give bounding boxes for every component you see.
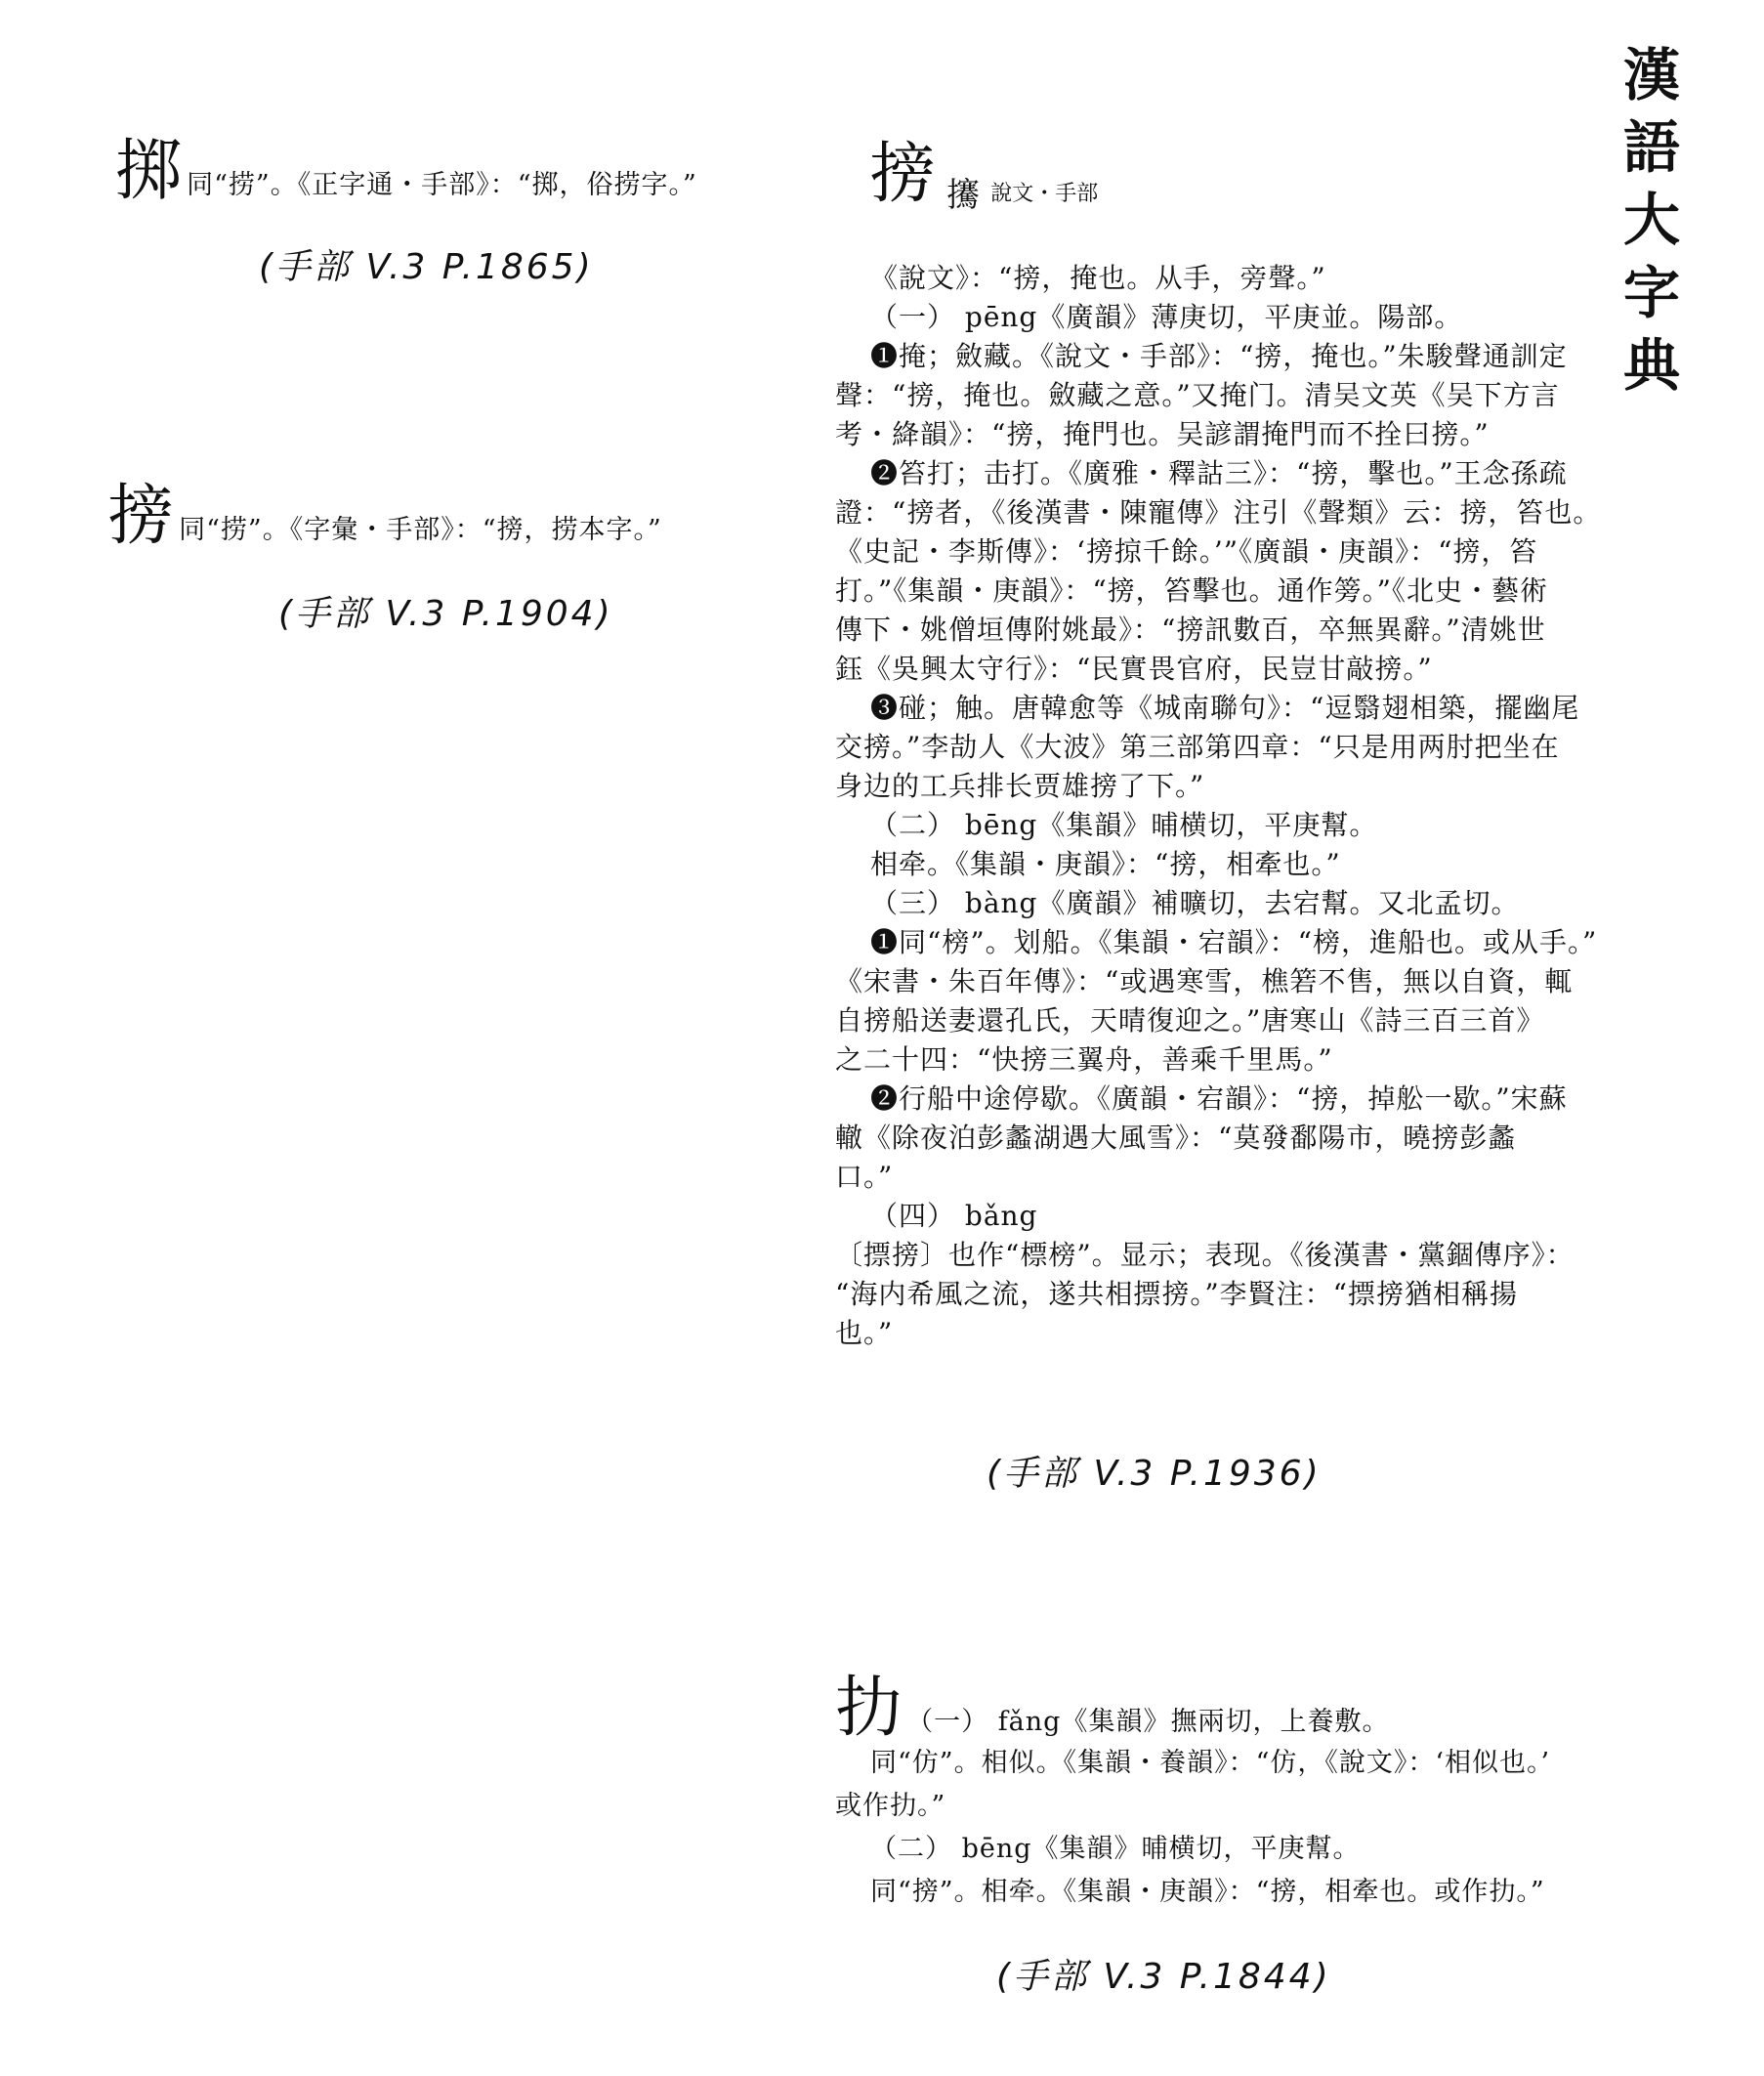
text-line: 聲：“搒，掩也。斂藏之意。”又掩门。清吴文英《吴下方言 (835, 379, 1560, 411)
text-line: 口。” (835, 1161, 894, 1193)
text-line: （二） bēng《集韻》晡横切，平庚幫。 (870, 809, 1378, 841)
entry-2 (107, 478, 811, 555)
entry-head-char: 扐 (835, 1670, 903, 1747)
text-line: 轍《除夜泊彭蠡湖遇大風雪》：“莫發鄱陽市，曉搒彭蠡 (835, 1122, 1517, 1154)
text-line: 交搒。”李劼人《大波》第三部第四章：“只是用两肘把坐在 (835, 731, 1560, 763)
entry-definition: 同“捞”。《正字通・手部》：“掷，俗捞字。” (187, 170, 697, 200)
title-char: 字 (1622, 259, 1680, 326)
text-line: 打。”《集韻・庚韻》：“搒，笞擊也。通作篣。”《北史・藝術 (835, 574, 1548, 607)
text-line: 也。” (835, 1317, 894, 1349)
text-line: （二） bēng《集韻》晡横切，平庚幫。 (870, 1834, 1361, 1864)
entry-head-char: 搒 (107, 478, 175, 555)
text-line: 〔摽搒〕也作“標榜”。显示；表现。《後漢書・黨錮傳序》： (835, 1239, 1575, 1271)
dictionary-title-vertical (1617, 39, 1686, 402)
entry-body (835, 1742, 1597, 1914)
handwritten-source-note: (手部 V.3 P.1844) (996, 1957, 1331, 1997)
text-line: （三） bàng《廣韻》補曠切，去宕幫。又北孟切。 (870, 887, 1520, 919)
handwritten-source-note: (手部 V.3 P.1904) (278, 594, 613, 634)
text-line: “海内希風之流，遂共相摽搒。”李賢注：“摽搒猶相稱揚 (835, 1278, 1518, 1310)
entry-head-char: 搒 (869, 136, 937, 213)
seal-source-label: 說文・手部 (990, 182, 1099, 206)
text-line: 傳下・姚僧垣傳附姚最》：“搒訊數百，卒無異辭。”清姚世 (835, 614, 1546, 646)
text-line: 或作扐。” (835, 1791, 946, 1821)
text-line: ❷笞打；击打。《廣雅・釋詁三》：“搒，擊也。”王念孫疏 (870, 457, 1568, 489)
text-line: 同“仿”。相似。《集韻・養韻》：“仿，《說文》：‘相似也。’ (870, 1748, 1551, 1778)
entry-definition: 同“捞”。《字彙・手部》：“搒，捞本字。” (179, 515, 662, 545)
text-line: 相牵。《集韻・庚韻》：“搒，相牽也。” (870, 848, 1341, 880)
main-entry-header (869, 136, 1099, 216)
text-line: 《宋書・朱百年傳》：“或遇寒雪，樵箬不售，無以自資，輒 (835, 965, 1574, 997)
entry-head-char: 掷 (115, 133, 183, 210)
text-line: （四） bǎng (870, 1200, 1038, 1232)
title-char: 語 (1622, 114, 1680, 182)
title-char: 典 (1622, 331, 1680, 399)
text-line: （一） fǎng《集韻》撫兩切，上養敷。 (906, 1707, 1390, 1737)
text-line: 之二十四：“快搒三翼舟，善乘千里馬。” (835, 1043, 1333, 1076)
entry-4 (835, 1670, 1597, 1914)
text-line: ❸碰；触。唐韓愈等《城南聯句》：“逗翳翅相築，擺幽尾 (870, 692, 1580, 724)
text-line: 考・絳韻》：“搒，掩門也。吴諺謂掩門而不拴曰搒。” (835, 418, 1490, 450)
handwritten-source-note: (手部 V.3 P.1936) (987, 1454, 1322, 1494)
seal-script-glyph: 㩷 (946, 176, 981, 215)
text-line: 鈺《吳興太守行》：“民實畏官府，民豈甘敲搒。” (835, 653, 1433, 685)
main-entry-body (835, 259, 1602, 1353)
text-line: 《史記・李斯傳》：‘搒掠千餘。’”《廣韻・庚韻》：“搒，笞 (835, 535, 1538, 568)
text-line: ❷行船中途停歇。《廣韻・宕韻》：“搒，掉舩一歇。”宋蘇 (870, 1082, 1568, 1115)
entry-1 (115, 133, 819, 210)
text-line: 自搒船送妻還孔氏，天晴復迎之。”唐寒山《詩三百三首》 (835, 1004, 1545, 1037)
text-line: 證：“搒者，《後漢書・陳寵傳》注引《聲類》云：搒，笞也。 (835, 496, 1602, 529)
title-char: 漢 (1622, 42, 1680, 108)
text-line: 《說文》：“搒，掩也。从手，旁聲。” (870, 262, 1326, 294)
text-line: ❶同“榜”。划船。《集韻・宕韻》：“榜，進船也。或从手。” (870, 926, 1598, 958)
text-line: ❶掩；斂藏。《說文・手部》：“搒，掩也。”朱駿聲通訓定 (870, 340, 1568, 372)
text-line: 身边的工兵排长贾雄搒了下。” (835, 770, 1205, 802)
text-line: （一） pēng《廣韻》薄庚切，平庚並。陽部。 (870, 301, 1463, 333)
handwritten-source-note: (手部 V.3 P.1865) (259, 247, 594, 287)
text-line: 同“搒”。相牵。《集韻・庚韻》：“搒，相牽也。或作扐。” (870, 1877, 1545, 1907)
title-char: 大 (1622, 187, 1680, 254)
